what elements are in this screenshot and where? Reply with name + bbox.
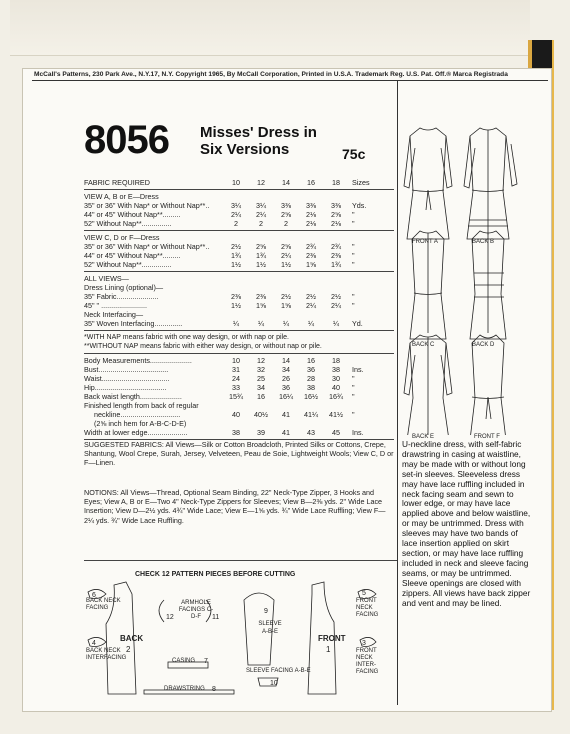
lining-rows — [84, 292, 394, 310]
cell: 2¾ — [331, 242, 341, 251]
piece-number: 7 — [204, 658, 208, 665]
cell: 45 — [332, 428, 340, 437]
sleeve-number: 9 — [264, 608, 268, 615]
cell: 3¼ — [256, 201, 266, 210]
row-label: Waist.................................. — [84, 374, 170, 383]
cell: 16 — [257, 392, 265, 401]
hem-note: (2⅝ inch hem for A-B-C-D-E) — [94, 419, 187, 428]
table-row — [84, 260, 394, 269]
cell: 2⅜ — [256, 292, 266, 301]
unit: Ins. — [352, 365, 364, 374]
view-abe-heading: VIEW A, B or E—Dress — [84, 192, 159, 201]
cell: 24 — [232, 374, 240, 383]
nap-note-2: **WITHOUT NAP means fabric with either way design, or without nap or pile. — [84, 343, 322, 350]
nap-note — [84, 342, 394, 351]
row-label: 52" Without Nap**............... — [84, 260, 172, 269]
table-row — [84, 210, 394, 219]
dress-sketch-front-a — [404, 128, 452, 239]
unit: " — [352, 219, 355, 228]
title-line-1: Misses' Dress in — [200, 124, 317, 141]
cell: ¼ — [233, 319, 239, 328]
piece-number: 6 — [92, 592, 96, 599]
row-label: 44" or 45" Without Nap**......... — [84, 210, 181, 219]
sleeve-label: SLEEVE A-B-E — [258, 621, 282, 635]
cell: 14 — [282, 356, 290, 365]
cell: ¼ — [333, 319, 339, 328]
cell: 2½ — [331, 292, 341, 301]
cell: 2½ — [281, 292, 291, 301]
back-label: BACK — [120, 634, 144, 643]
all-views-heading: ALL VIEWS— — [84, 274, 129, 283]
sizes-label: Sizes — [352, 178, 370, 187]
measurement-rows — [84, 356, 394, 401]
view-cdf-heading: VIEW C, D or F—Dress — [84, 233, 160, 242]
unit: " — [352, 383, 355, 392]
unit: " — [352, 260, 355, 269]
row-label: 35" Woven Interfacing.............. — [84, 319, 183, 328]
nap-note-1: *WITH NAP means fabric with one way design, or with nap or pile. — [84, 334, 289, 341]
pattern-number: 8056 — [84, 118, 169, 162]
rule — [84, 271, 394, 272]
section-heading — [84, 233, 394, 242]
description: U-neckline dress, with self-fabric drawstring in casing at waistline, may be made with or without long set-in sleeves. Sleeveless dress may have lace ruffling included in neck facing seam and sewn to lower edge, or may have lace applied above and below waistline, or may be untrimmed. Dress with sleeves may have two bands of lace insertion applied on skirt section, or may have lace ruffling included in neck and sleeve facing seams, or may be untrimmed. Sleeve openings are closed with zippers. All views have back zipper and vent and may be lined. — [402, 439, 531, 608]
rule — [84, 230, 394, 231]
cell: 2¼ — [306, 301, 316, 310]
table-row — [84, 201, 394, 210]
cell: 2⅜ — [306, 251, 316, 260]
width-row — [84, 428, 394, 437]
back-neck-interfacing-piece — [88, 637, 106, 646]
piece-number: 4 — [92, 640, 96, 647]
cell: 3¼ — [231, 201, 241, 210]
cell: 1½ — [231, 260, 241, 269]
cell: 16½ — [304, 392, 318, 401]
cell: 1¾ — [231, 251, 241, 260]
piece-number: 10 — [270, 680, 278, 687]
cell: 3⅜ — [281, 201, 291, 210]
cell: 36 — [282, 383, 290, 392]
cell: 16 — [307, 356, 315, 365]
suggested-fabrics: SUGGESTED FABRICS: All Views—Silk or Cotton Broadcloth, Printed Silks or Cottons, Crepe, Shantung, Wool Crepe, Surah, Jersey, Velveteen, Peau de Soie, Lightweight Wools; View C, D or F—Linen. — [84, 440, 394, 468]
cell: 2⅜ — [231, 292, 241, 301]
piece-number: 8 — [212, 686, 216, 693]
cell: 2¼ — [256, 210, 266, 219]
rule — [84, 189, 394, 190]
row-label: 52" Without Nap**............... — [84, 219, 172, 228]
cell: 40 — [332, 383, 340, 392]
cell: 2⅜ — [331, 251, 341, 260]
casing-label: CASING — [172, 658, 196, 664]
price: 75c — [342, 146, 366, 162]
cell: 1⅝ — [281, 301, 291, 310]
cell: 2⅝ — [281, 210, 291, 219]
cell: 34 — [282, 365, 290, 374]
piece-number: 3 — [362, 640, 366, 647]
table-row — [84, 251, 394, 260]
table-header — [84, 178, 394, 187]
table-row — [84, 392, 394, 401]
rule — [84, 560, 397, 561]
unit: " — [352, 410, 355, 419]
cell: 1⅝ — [306, 260, 316, 269]
piece-number: 5 — [362, 590, 366, 597]
unit: Yd. — [352, 319, 363, 328]
table-row — [84, 374, 394, 383]
table-row — [84, 419, 394, 428]
cell: 2⅛ — [331, 219, 341, 228]
drawstring-label: DRAWSTRING — [164, 686, 205, 692]
unit: " — [352, 292, 355, 301]
finished-length-neckline: neckline.............................. — [94, 410, 181, 419]
view-label: FRONT A — [412, 239, 438, 245]
cell: 2¼ — [331, 301, 341, 310]
notions: NOTIONS: All Views—Thread, Optional Seam Binding, 22" Neck-Type Zipper, 3 Hooks and Eyes; View A, B or E—Two 4" Neck-Type Zippers for Sleeves; View B—2⅜ yds. 2" Wide Lace Insertion; View D—2½ yds. 4¾" Wide Lace; View E—1⅝ yds. ¾" Wide Lace Ruffling; View F—2¼ yds. ¾" Wide Lace Ruffling. — [84, 488, 386, 525]
row-label: 45" " ....................... — [84, 301, 148, 310]
cell: ¼ — [258, 319, 264, 328]
cell: 1½ — [231, 301, 241, 310]
row-label: 35" or 36" With Nap* or Without Nap**.. — [84, 201, 210, 210]
table-row — [84, 319, 394, 328]
row-label: Width at lower edge.................... — [84, 428, 188, 437]
cell: ¼ — [308, 319, 314, 328]
row-label: Hip.................................... — [84, 383, 167, 392]
cell: 30 — [332, 374, 340, 383]
cell: 2 — [234, 219, 238, 228]
unit: " — [352, 374, 355, 383]
cell: 2¼ — [281, 251, 291, 260]
view-abe-rows — [84, 201, 394, 228]
view-label: BACK E — [412, 434, 435, 440]
cell: 31 — [232, 365, 240, 374]
cell: 38 — [232, 428, 240, 437]
lining-heading: Dress Lining (optional)— — [84, 283, 164, 292]
finished-length-label: Finished length from back of regular — [84, 401, 199, 410]
cell: 12 — [257, 356, 265, 365]
fabric-required-label: FABRIC REQUIRED — [84, 178, 150, 187]
front-number: 1 — [326, 645, 331, 654]
section-subheading — [84, 310, 394, 319]
cell: 43 — [307, 428, 315, 437]
rule — [84, 330, 394, 331]
table-row — [84, 401, 394, 410]
view-cdf-rows — [84, 242, 394, 269]
sleeve-facing-label: SLEEVE FACING A-B-E — [246, 668, 311, 674]
unit: " — [352, 242, 355, 251]
row-label: 35" or 36" With Nap* or Without Nap**.. — [84, 242, 210, 251]
back-number: 2 — [126, 645, 131, 654]
cell: 32 — [257, 365, 265, 374]
publisher-line: McCall's Patterns, 230 Park Ave., N.Y.17, N.Y. Copyright 1965, By McCall Corporation, Printed in U.S.A. Trademark Reg. U.S. Pat. Off.® Marca Registrada — [34, 71, 508, 78]
cell: 2½ — [306, 292, 316, 301]
piece-number: 11 — [212, 614, 220, 621]
cell: 2⅛ — [306, 210, 316, 219]
cell: 15¾ — [229, 392, 243, 401]
cell: 41¼ — [304, 410, 318, 419]
cell: 2 — [259, 219, 263, 228]
unit: " — [352, 392, 355, 401]
cell: 41 — [282, 428, 290, 437]
table-row — [84, 383, 394, 392]
cell: 1¾ — [331, 260, 341, 269]
cell: 41½ — [329, 410, 343, 419]
cell: 40½ — [254, 410, 268, 419]
cell: 2¼ — [231, 210, 241, 219]
cell: 2⅝ — [331, 210, 341, 219]
row-label: Body Measurements..................... — [84, 356, 192, 365]
armhole-facings-label: ARMHOLE FACINGS C-D-F — [178, 600, 214, 620]
unit: Ins. — [352, 428, 364, 437]
fabric-table — [84, 178, 394, 442]
cell: 10 — [232, 356, 240, 365]
dress-sketch-back-e — [404, 335, 452, 435]
dress-sketch-back-d — [470, 231, 506, 339]
table-row — [84, 365, 394, 374]
piece-number: 12 — [166, 614, 174, 621]
interfacing-rows — [84, 319, 394, 328]
cell: 16¼ — [279, 392, 293, 401]
title-line-2: Six Versions — [200, 141, 290, 158]
unit: " — [352, 251, 355, 260]
back-neck-facing-label: BACK NECK FACING — [86, 598, 121, 611]
size-col: 16 — [307, 178, 315, 187]
view-label: BACK B — [472, 239, 495, 245]
unit: " — [352, 301, 355, 310]
section-heading — [84, 274, 394, 283]
nap-note — [84, 333, 394, 342]
header-rule — [32, 80, 548, 81]
back-neck-interfacing-label: BACK NECK INTERFACING — [86, 648, 127, 661]
pattern-title — [200, 124, 317, 158]
cell: 28 — [307, 374, 315, 383]
front-neck-interfacing-label: FRONT NECK INTER-FACING — [356, 648, 379, 675]
cell: 2½ — [231, 242, 241, 251]
interfacing-heading: Neck Interfacing— — [84, 310, 144, 319]
cell: 2¾ — [306, 242, 316, 251]
dress-sketch-back-c — [410, 231, 446, 339]
cell: ¼ — [283, 319, 289, 328]
view-sketches — [398, 120, 533, 435]
section-subheading — [84, 283, 394, 292]
view-label: BACK D — [472, 342, 495, 348]
size-col: 14 — [282, 178, 290, 187]
cell: 25 — [257, 374, 265, 383]
view-label: BACK C — [412, 342, 435, 348]
cell: 33 — [232, 383, 240, 392]
table-row — [84, 301, 394, 310]
table-row — [84, 219, 394, 228]
cell: 2 — [284, 219, 288, 228]
front-label: FRONT — [318, 634, 346, 643]
cell: 3⅜ — [306, 201, 316, 210]
armhole-facing-piece — [159, 600, 164, 622]
cell: 2⅝ — [256, 242, 266, 251]
section-heading — [84, 192, 394, 201]
row-label: 35" Fabric..................... — [84, 292, 159, 301]
size-col: 10 — [232, 178, 240, 187]
size-col: 18 — [332, 178, 340, 187]
dress-sketch-back-b — [464, 128, 517, 239]
row-label: 44" or 45" Without Nap**......... — [84, 251, 181, 260]
cell: 3⅜ — [331, 201, 341, 210]
table-row — [84, 410, 394, 419]
cell: 38 — [332, 365, 340, 374]
cell: 2⅛ — [306, 219, 316, 228]
cell: 1½ — [281, 260, 291, 269]
view-label: FRONT F — [474, 434, 500, 440]
cell: 34 — [257, 383, 265, 392]
cell: 1¾ — [256, 251, 266, 260]
front-neck-facing-label: FRONT NECK FACING — [356, 598, 379, 618]
cell: 36 — [307, 365, 315, 374]
table-row — [84, 292, 394, 301]
size-col: 12 — [257, 178, 265, 187]
table-row — [84, 242, 394, 251]
unit: " — [352, 210, 355, 219]
dress-sketch-front-f — [470, 335, 506, 435]
rule — [84, 353, 394, 354]
envelope-flap — [10, 0, 530, 56]
cell: 39 — [257, 428, 265, 437]
cell: 38 — [307, 383, 315, 392]
cell: 41 — [282, 410, 290, 419]
cell: 26 — [282, 374, 290, 383]
unit: Yds. — [352, 201, 367, 210]
cell: 40 — [232, 410, 240, 419]
cell: 18 — [332, 356, 340, 365]
cell: 2⅝ — [281, 242, 291, 251]
table-row — [84, 356, 394, 365]
table-row — [84, 428, 394, 437]
row-label: Back waist length..................... — [84, 392, 182, 401]
row-label: Bust................................... — [84, 365, 169, 374]
pieces-title: CHECK 12 PATTERN PIECES BEFORE CUTTING — [135, 571, 296, 578]
cell: 1½ — [256, 260, 266, 269]
cell: 1⅝ — [256, 301, 266, 310]
cell: 16¾ — [329, 392, 343, 401]
